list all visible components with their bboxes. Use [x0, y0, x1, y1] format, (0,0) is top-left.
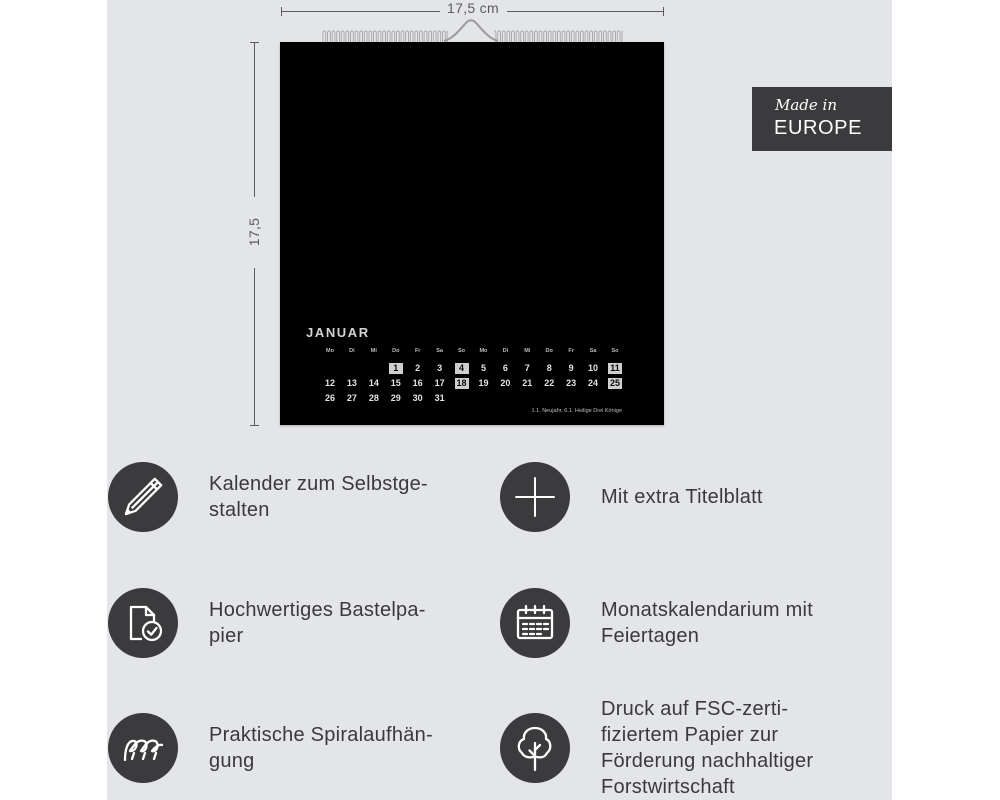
feature-text-line: Druck auf FSC-zerti- — [601, 698, 789, 720]
feature-text-line: fiziertem Papier zur — [601, 724, 779, 746]
feature-text — [209, 597, 426, 649]
day-cell: 9 — [568, 362, 574, 373]
day-cell: 2 — [415, 362, 421, 373]
weekday-header: So — [458, 347, 466, 354]
day-cell: 3 — [437, 362, 443, 373]
feature-text — [601, 484, 763, 510]
day-cell: 31 — [434, 392, 445, 403]
feature-item — [500, 698, 860, 798]
day-cell: 12 — [324, 377, 335, 388]
feature-text-line: Forstwirtschaft — [601, 776, 735, 798]
feature-icon-circle — [108, 588, 178, 658]
highlighted-day-cell: 18 — [456, 377, 467, 388]
calendar-sheet — [280, 42, 664, 425]
height-dimension-tick-bottom — [250, 425, 259, 426]
highlighted-day-cell: 1 — [389, 363, 403, 374]
weekday-header: Di — [502, 347, 509, 354]
width-dimension-tick-right — [663, 7, 664, 16]
day-cell: 26 — [324, 392, 335, 403]
feature-icon-circle — [500, 462, 570, 532]
feature-text-line: Monatskalendarium mit — [601, 599, 813, 621]
height-dimension-label: 17,5 — [246, 217, 262, 247]
day-cell: 13 — [346, 377, 357, 388]
tree-icon — [500, 713, 570, 783]
day-cell: 20 — [500, 377, 511, 388]
feature-text — [209, 722, 433, 774]
day-cell: 14 — [368, 377, 379, 388]
day-cell: 19 — [478, 377, 489, 388]
calendar-grid — [280, 42, 664, 425]
feature-text-line: Praktische Spiralaufhän- — [209, 724, 433, 746]
width-dimension-label: 17,5 cm — [447, 0, 499, 16]
weekday-header: Mi — [524, 347, 531, 354]
feature-item — [108, 462, 468, 532]
feature-text-line: stalten — [209, 499, 270, 521]
feature-text-line: Hochwertiges Bastelpa- — [209, 599, 426, 621]
pencil-icon — [108, 462, 178, 532]
highlighted-day-cell: 11 — [608, 363, 622, 374]
feature-icon-circle — [500, 713, 570, 783]
highlighted-day-cell: 25 — [609, 377, 620, 388]
feature-item — [108, 588, 468, 658]
weekday-header: Mo — [326, 347, 334, 354]
plus-icon — [500, 462, 570, 532]
spiral-binding — [300, 10, 640, 46]
weekday-header: Fr — [568, 347, 574, 354]
day-cell: 5 — [480, 362, 486, 373]
weekday-header: Do — [545, 347, 553, 354]
weekday-header: Sa — [436, 347, 443, 354]
feature-item — [108, 713, 468, 783]
made-in-europe-badge — [752, 87, 892, 151]
height-dimension-line-bottom — [254, 268, 255, 425]
feature-text-line: Mit extra Titelblatt — [601, 486, 763, 508]
hanger-hook — [444, 20, 498, 41]
day-cell: 15 — [390, 377, 401, 388]
feature-text — [601, 597, 813, 649]
spiral-icon — [108, 713, 178, 783]
day-cell: 27 — [346, 392, 357, 403]
feature-text — [601, 696, 813, 800]
feature-item — [500, 462, 860, 532]
weekday-header: Sa — [589, 347, 597, 354]
month-title: JANUAR — [306, 325, 370, 340]
feature-text-line: Kalender zum Selbstge- — [209, 473, 428, 495]
calendar-icon — [500, 588, 570, 658]
feature-text-line: Feiertagen — [601, 625, 700, 647]
badge-made-in-text: Made in — [775, 96, 838, 114]
highlighted-day-cell: 4 — [455, 363, 469, 374]
day-cell: 16 — [412, 377, 423, 388]
day-cell: 21 — [522, 377, 533, 388]
day-cell: 24 — [588, 377, 599, 388]
day-cell: 30 — [412, 392, 423, 403]
feature-text-line: Förderung nachhaltiger — [601, 750, 814, 772]
weekday-header: Mo — [479, 347, 488, 354]
day-cell: 22 — [544, 377, 555, 388]
day-cell: 7 — [524, 362, 530, 373]
weekday-header: Di — [349, 347, 355, 354]
day-cell: 23 — [566, 377, 577, 388]
feature-icon-circle — [500, 588, 570, 658]
day-cell: 17 — [434, 377, 445, 388]
feature-item — [500, 588, 860, 658]
day-cell: 29 — [390, 392, 401, 403]
weekday-header: Mi — [370, 347, 377, 354]
feature-text-line: pier — [209, 625, 244, 647]
feature-icon-circle — [108, 713, 178, 783]
feature-text — [209, 471, 428, 523]
holiday-note: 1.1. Neujahr, 6.1. Heilige Drei Könige — [531, 407, 622, 414]
feature-text-line: gung — [209, 750, 255, 772]
feature-icon-circle — [108, 462, 178, 532]
weekday-header: Do — [392, 347, 400, 354]
day-cell: 28 — [368, 392, 379, 403]
height-dimension-line-top — [254, 42, 255, 197]
day-cell: 10 — [588, 362, 599, 373]
day-cell: 6 — [502, 362, 508, 373]
weekday-header: Fr — [414, 347, 421, 354]
day-cell: 8 — [546, 362, 552, 373]
weekday-header: So — [611, 347, 619, 354]
badge-europe-text: EUROPE — [774, 117, 863, 139]
paper-check-icon — [108, 588, 178, 658]
